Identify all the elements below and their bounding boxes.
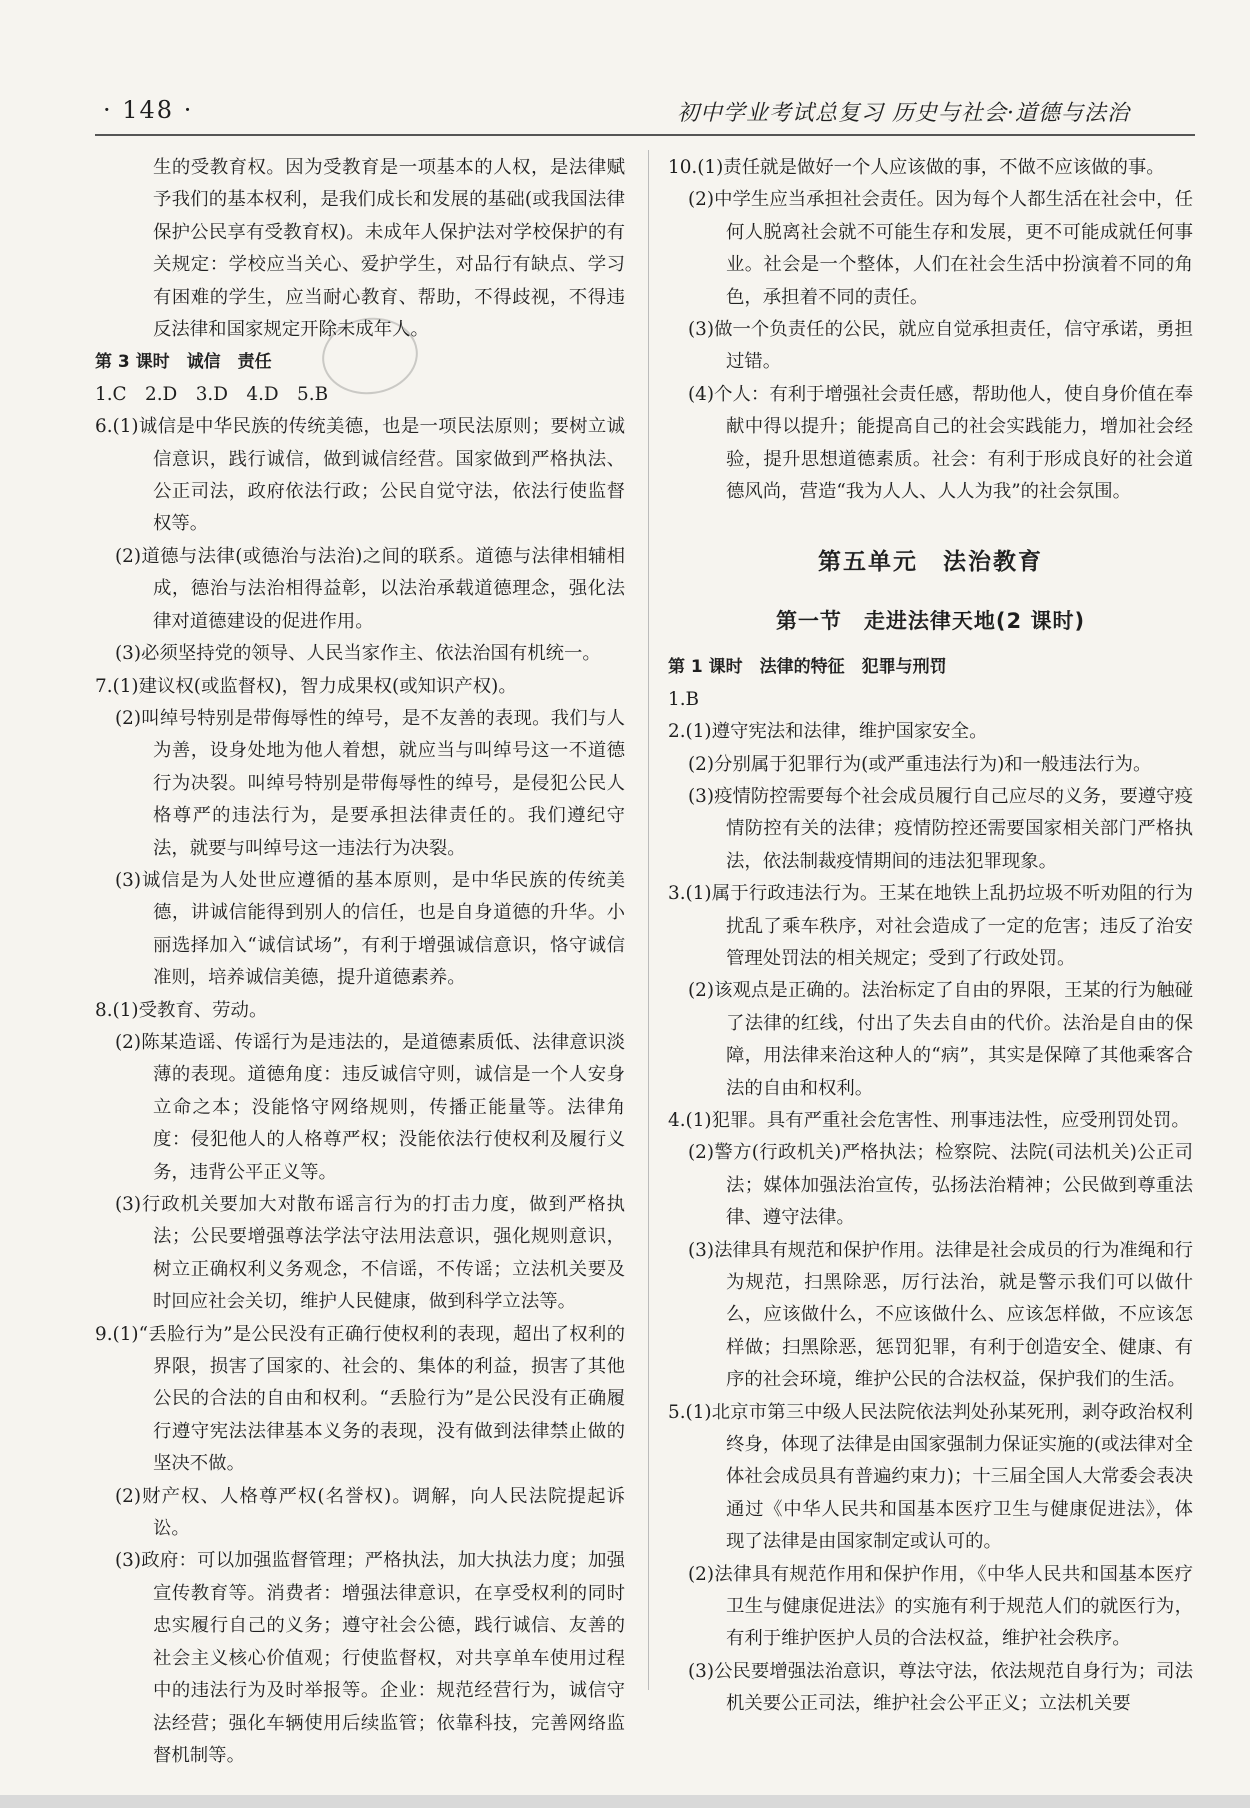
paragraph: 4.(1)犯罪。具有严重社会危害性、刑事违法性，应受刑罚处罚。 [668,1109,1190,1131]
running-title: 初中学业考试总复习 历史与社会·道德与法治 [677,101,1130,126]
paragraph: (2)财产权、人格尊严权(名誉权)。调解，向人民法院提起诉讼。 [115,1485,625,1540]
column-divider [648,150,649,1690]
paragraph: (3)疫情防控需要每个社会成员履行自己应尽的义务，要遵守疫情防控有关的法律；疫情防控还需要国家相关部门严格执法，依法制裁疫情期间的违法犯罪现象。 [688,785,1193,872]
paragraph: (2)该观点是正确的。法治标定了自由的界限，王某的行为触碰了法律的红线，付出了失去自由的代价。法治是自由的保障，用法律来治这种人的“病”，其实是保障了其他乘客合法的自由和权利。 [688,980,1193,1099]
paragraph: (2)叫绰号特别是带侮辱性的绰号，是不友善的表现。我们与人为善，设身处地为他人着想，就应当与叫绰号这一不道德行为决裂。叫绰号特别是带侮辱性的绰号，是侵犯公民人格尊严的违法行为，是要承担法律责任的。我们遵纪守法，就要与叫绰号这一违法行为决裂。 [115,707,625,859]
paragraph: (2)法律具有规范作用和保护作用，《中华人民共和国基本医疗卫生与健康促进法》的实施有利于规范人们的就医行为，有利于维护医护人员的合法权益，维护社会秩序。 [688,1563,1193,1650]
header-rule [95,134,1195,136]
paragraph: 5.(1)北京市第三中级人民法院依法判处孙某死刑，剥夺政治权利终身，体现了法律是由国家强制力保证实施的(或法律对全体社会成员具有普遍约束力)；十三届全国人大常委会表决通过《中华人民共和国基本医疗卫生与健康促进法》，体现了法律是由国家制定或认可的。 [668,1401,1193,1553]
paragraph: 第 1 课时 法律的特征 犯罪与刑罚 [668,657,947,678]
paragraph: (3)法律具有规范和保护作用。法律是社会成员的行为准绳和行为规范，扫黑除恶，厉行法治，就是警示我们可以做什么，应该做什么，不应该做什么、应该怎样做，不应该怎样做；扫黑除恶，惩罚犯罪，有利于创造安全、健康、有序的社会环境，维护公民的合法权益，保护我们的生活。 [688,1239,1193,1391]
paragraph: 3.(1)属于行政违法行为。王某在地铁上乱扔垃圾不听劝阻的行为扰乱了乘车秩序，对社会造成了一定的危害；违反了治安管理处罚法的相关规定；受到了行政处罚。 [668,883,1193,969]
paragraph: (2)警方(行政机关)严格执法；检察院、法院(司法机关)公正司法；媒体加强法治宣传，弘扬法治精神；公民做到尊重法律、遵守法律。 [688,1142,1193,1229]
page-header [95,92,1190,132]
paragraph: (2)道德与法律(或德治与法治)之间的联系。道德与法律相辅相成，德治与法治相得益彰，以法治承载道德理念，强化法律对道德建设的促进作用。 [115,545,625,632]
paragraph: (4)个人：有利于增强社会责任感，帮助他人，使自身价值在奉献中得以提升；能提高自己的社会实践能力，增加社会经验，提升思想道德素质。社会：有利于形成良好的社会道德风尚，营造“我为人人、人人为我”的社会氛围。 [688,383,1193,503]
paragraph: (2)陈某造谣、传谣行为是违法的，是道德素质低、法律意识淡薄的表现。道德角度：违反诚信守则，诚信是一个人安身立命之本；没能恪守网络规则，传播正能量等。法律角度：侵犯他人的人格尊严权；没能依法行使权利及履行义务，违背公平正义等。 [115,1031,625,1183]
paragraph: (3)必须坚持党的领导、人民当家作主、依法治国有机统一。 [115,643,601,665]
scan-bottom-band [0,1795,1250,1808]
paragraph: (3)诚信是为人处世应遵循的基本原则，是中华民族的传统美德，讲诚信能得到别人的信任，也是自身道德的升华。小丽选择加入“诚信试场”，有利于增强诚信意识，恪守诚信准则，培养诚信美德，提升道德素养。 [115,869,625,989]
paragraph: 10.(1)责任就是做好一个人应该做的事，不做不应该做的事。 [668,157,1165,178]
paragraph: 1.B [668,688,700,710]
left-column [95,152,625,1772]
page-number: · 148 · [103,96,194,124]
paragraph: (2)中学生应当承担社会责任。因为每个人都生活在社会中，任何人脱离社会就不可能生存和发展，更不可能成就任何事业。社会是一个整体，人们在社会生活中扮演着不同的角色，承担着不同的责任。 [688,189,1193,308]
paragraph: (3)做一个负责任的公民，就应自觉承担责任，信守承诺，勇担过错。 [688,319,1193,373]
paragraph: 6.(1)诚信是中华民族的传统美德，也是一项民法原则；要树立诚信意识，践行诚信，做到诚信经营。国家做到严格执法、公正司法，政府依法行政；公民自觉守法，依法行使监督权等。 [95,416,625,535]
paragraph: (2)分别属于犯罪行为(或严重违法行为)和一般违法行为。 [688,753,1152,775]
paragraph: 第五单元 法治教育 [818,549,1043,576]
paragraph: 7.(1)建议权(或监督权)，智力成果权(或知识产权)。 [95,675,517,697]
paragraph: (3)公民要增强法治意识，尊法守法，依法规范自身行为；司法机关要公正司法，维护社会公平正义；立法机关要 [688,1660,1193,1715]
paragraph: 2.(1)遵守宪法和法律，维护国家安全。 [668,721,988,743]
paragraph: 生的受教育权。因为受教育是一项基本的人权，是法律赋予我们的基本权利，是我们成长和发展的基础(或我国法律保护公民享有受教育权)。未成年人保护法对学校保护的有关规定：学校应当关心、爱护学生，对品行有缺点、学习有困难的学生，应当耐心教育、帮助，不得歧视，不得违反法律和国家规定开除未成年人。 [153,157,625,341]
paragraph: (3)政府：可以加强监督管理；严格执法，加大执法力度；加强宣传教育等。消费者：增强法律意识，在享受权利的同时忠实履行自己的义务；遵守社会公德，践行诚信、友善的社会主义核心价值观；行使监督权，对共享单车使用过程中的违法行为及时举报等。企业：规范经营行为，诚信守法经营；强化车辆使用后续监管；依靠科技，完善网络监督机制等。 [115,1550,625,1766]
right-column [668,152,1193,1721]
paragraph: 第 3 课时 诚信 责任 [95,352,272,373]
paragraph: 9.(1)“丢脸行为”是公民没有正确行使权利的表现，超出了权利的界限，损害了国家的、社会的、集体的利益，损害了其他公民的合法的自由和权利。“丢脸行为”是公民没有正确履行遵守宪法法律基本义务的表现，没有做到法律禁止做的坚决不做。 [95,1323,625,1475]
paragraph: 8.(1)受教育、劳动。 [95,999,268,1021]
paragraph: 1.C 2.D 3.D 4.D 5.B [95,383,329,405]
paragraph: 第一节 走进法律天地(2 课时) [775,608,1086,633]
paragraph: (3)行政机关要加大对散布谣言行为的打击力度，做到严格执法；公民要增强尊法学法守法用法意识，强化规则意识，树立正确权利义务观念，不信谣，不传谣；立法机关要及时回应社会关切，维护人民健康，做到科学立法等。 [115,1194,625,1313]
